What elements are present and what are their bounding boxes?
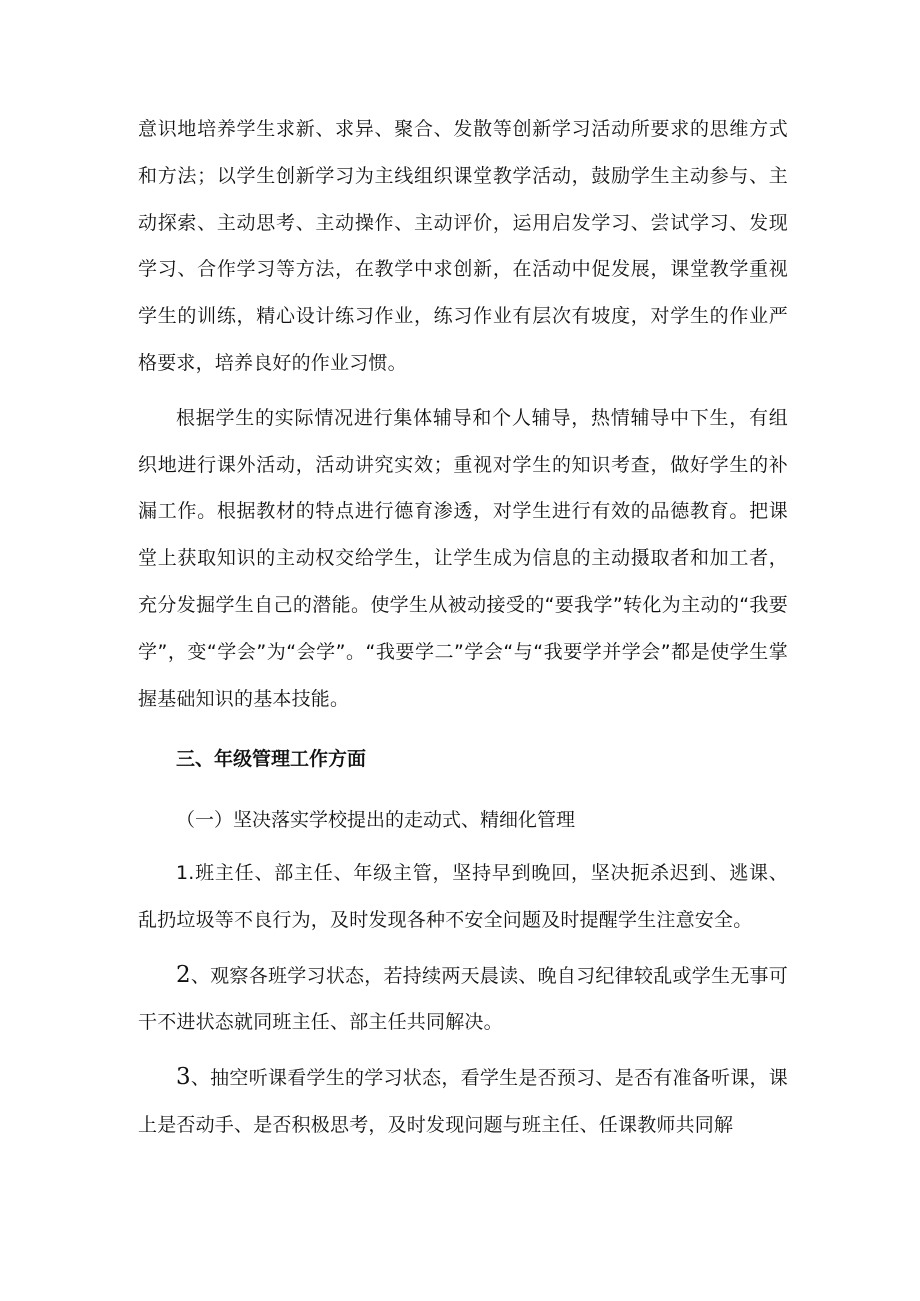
- document-page: [138, 106, 788, 1149]
- list-item-3: [138, 1054, 788, 1149]
- list-item-2-text: 、观察各班学习状态，若持续两天晨读、晚自习纪律较乱或学生无事可干不进状态就同班主任、部主任共同解决。: [138, 964, 788, 1034]
- list-item-3-text: 、抽空听课看学生的学习状态，看学生是否预习、是否有准备听课，课上是否动手、是否积极思考，及时发现问题与班主任、任课教师共同解: [138, 1067, 788, 1136]
- list-item-2: [138, 952, 788, 1047]
- list-item-2-number: 2: [176, 961, 191, 988]
- list-item-1: 1.班主任、部主任、年级主管，坚持早到晚回，坚决扼杀迟到、逃课、乱扔垃圾等不良行为，及时发现各种不安全问题及时提醒学生注意安全。: [138, 861, 788, 931]
- paragraph-tutoring: 根据学生的实际情况进行集体辅导和个人辅导，热情辅导中下生，有组织地进行课外活动，活动讲究实效；重视对学生的知识考查，做好学生的补漏工作。根据教材的特点进行德育渗透，对学生进行有效的品德教育。把课堂上获取知识的主动权交给学生，让学生成为信息的主动摄取者和加工者，充分发掘学生自己的潜能。使学生从被动接受的“要我学”转化为主动的“我要学”，变“学会”为“会学”。“我要学二”学会“与“我要学并学会”都是使学生掌握基础知识的基本技能。: [138, 406, 788, 710]
- section-heading-grade-management: 三、年级管理工作方面: [176, 748, 367, 771]
- list-item-3-number: 3: [176, 1064, 191, 1091]
- paragraph-continued: 意识地培养学生求新、求异、聚合、发散等创新学习活动所要求的思维方式和方法；以学生创新学习为主线组织课堂教学活动，鼓励学生主动参与、主动探索、主动思考、主动操作、主动评价，运用启发学习、尝试学习、发现学习、合作学习等方法，在教学中求创新，在活动中促发展，课堂教学重视学生的训练，精心设计练习作业，练习作业有层次有坡度，对学生的作业严格要求，培养良好的作业习惯。: [138, 118, 788, 374]
- subsection-heading-walking-management: （一）坚决落实学校提出的走动式、精细化管理: [176, 809, 576, 832]
